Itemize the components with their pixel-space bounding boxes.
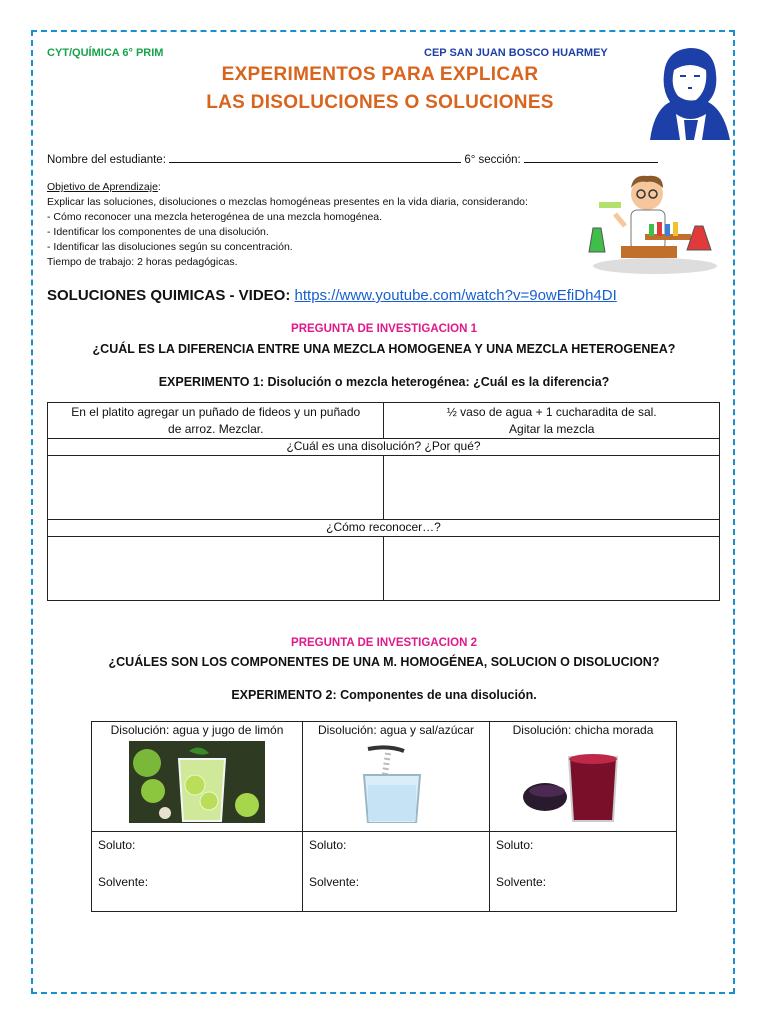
- experiment-1-cell-b: [384, 403, 720, 439]
- solvente-label: Solvente:: [309, 875, 360, 889]
- experiment-1-table: [47, 402, 720, 601]
- experiment-2-text: Componentes de una disolución.: [340, 688, 537, 702]
- objective-line: Tiempo de trabajo: 2 horas pedagógicas.: [47, 256, 238, 268]
- soluto-label: Soluto:: [98, 838, 136, 852]
- objective-line: Explicar las soluciones, disoluciones o mezclas homogéneas presentes en la vida diaria, considerando:: [47, 196, 528, 208]
- experiment-1-cell-a: [48, 403, 384, 439]
- scientist-illustration-icon: [585, 168, 720, 278]
- section-label: 6° sección:: [464, 154, 521, 166]
- research-question-1-label: PREGUNTA DE INVESTIGACION 1: [291, 323, 477, 335]
- answer-cell[interactable]: [384, 456, 720, 520]
- research-question-2: ¿CUÁLES SON LOS COMPONENTES DE UNA M. HOMOGÉNEA, SOLUCION O DISOLUCION?: [108, 655, 660, 669]
- saint-portrait-icon: [640, 40, 732, 140]
- solvente-label: Solvente:: [98, 875, 149, 889]
- answer-cell-chicha[interactable]: [490, 832, 677, 912]
- page-title-line2: LAS DISOLUCIONES O SOLUCIONES: [206, 92, 554, 113]
- cell-text: de arroz. Mezclar.: [168, 422, 264, 436]
- objective-heading: Objetivo de Aprendizaje: [47, 181, 158, 193]
- experiment-1-title: EXPERIMENTO 1: Disolución o mezcla heterogénea: ¿Cuál es la diferencia?: [158, 375, 610, 389]
- solvente-label: Solvente:: [496, 875, 547, 889]
- video-label: SOLUCIONES QUIMICAS - VIDEO: [47, 287, 286, 304]
- objective-line: - Identificar los componentes de una disolución.: [47, 226, 269, 238]
- objective-line: - Cómo reconocer una mezcla heterogénea de una mezcla homogénea.: [47, 211, 383, 223]
- experiment-2-title: EXPERIMENTO 2: Componentes de una disolución.: [231, 688, 537, 702]
- answer-cell[interactable]: [48, 456, 384, 520]
- section-field[interactable]: [524, 150, 658, 163]
- column-header: Disolución: agua y jugo de limón: [110, 723, 284, 737]
- objective-line: - Identificar las disoluciones según su concentración.: [47, 241, 293, 253]
- soluto-label: Soluto:: [309, 838, 347, 852]
- cell-text: ½ vaso de agua + 1 cucharadita de sal.: [446, 405, 657, 419]
- column-chicha: [490, 722, 677, 832]
- video-link[interactable]: https://www.youtube.com/watch?v=9owEfiDh4DI: [294, 287, 617, 304]
- answer-cell-lemon[interactable]: [92, 832, 303, 912]
- student-line: [47, 150, 658, 166]
- objective-block: Objetivo de Aprendizaje: Explicar las soluciones, disoluciones o mezclas homogéneas presentes en la vida diaria, considerando: - Cómo reconocer una mezcla heterogénea de una mezcla homogénea. - Identificar los componentes de una disolución. - Identificar las disoluciones según su concentración. Tiempo de trabajo: 2 horas pedagógicas.: [47, 180, 587, 270]
- cell-text: Agitar la mezcla: [509, 422, 595, 436]
- student-name-field[interactable]: [169, 150, 461, 163]
- research-question-2-label: PREGUNTA DE INVESTIGACION 2: [291, 637, 477, 649]
- row-label-reconocer: ¿Cómo reconocer…?: [48, 520, 720, 537]
- research-question-1: ¿CUÁL ES LA DIFERENCIA ENTRE UNA MEZCLA HOMOGENEA Y UNA MEZCLA HETEROGENEA?: [92, 342, 676, 356]
- chicha-morada-image-icon: [515, 741, 651, 823]
- video-line: SOLUCIONES QUIMICAS - VIDEO: https://www.youtube.com/watch?v=9owEfiDh4DI: [47, 287, 617, 304]
- soluto-label: Soluto:: [496, 838, 534, 852]
- course-label: CYT/QUÍMICA 6° PRIM: [47, 47, 164, 59]
- cell-text: En el platito agregar un puñado de fideos y un puñado: [71, 405, 361, 419]
- column-header: Disolución: agua y sal/azúcar: [317, 723, 475, 737]
- column-header: Disolución: chicha morada: [512, 723, 654, 737]
- answer-cell[interactable]: [48, 537, 384, 601]
- school-name: CEP SAN JUAN BOSCO HUARMEY: [424, 47, 608, 59]
- experiment-1-text: Disolución o mezcla heterogénea: ¿Cuál es la diferencia?: [267, 375, 610, 389]
- salt-water-image-icon: [328, 741, 464, 823]
- answer-cell-salt[interactable]: [303, 832, 490, 912]
- column-lemon: [92, 722, 303, 832]
- experiment-2-name: EXPERIMENTO 2: [231, 688, 333, 702]
- row-label-disolucion: ¿Cuál es una disolución? ¿Por qué?: [48, 439, 720, 456]
- answer-cell[interactable]: [384, 537, 720, 601]
- experiment-1-name: EXPERIMENTO 1: [158, 375, 260, 389]
- column-salt: [303, 722, 490, 832]
- lemon-drink-image-icon: [129, 741, 265, 823]
- experiment-2-table: [91, 721, 677, 912]
- student-name-label: Nombre del estudiante:: [47, 154, 166, 166]
- page-title-line1: EXPERIMENTOS PARA EXPLICAR: [221, 64, 539, 85]
